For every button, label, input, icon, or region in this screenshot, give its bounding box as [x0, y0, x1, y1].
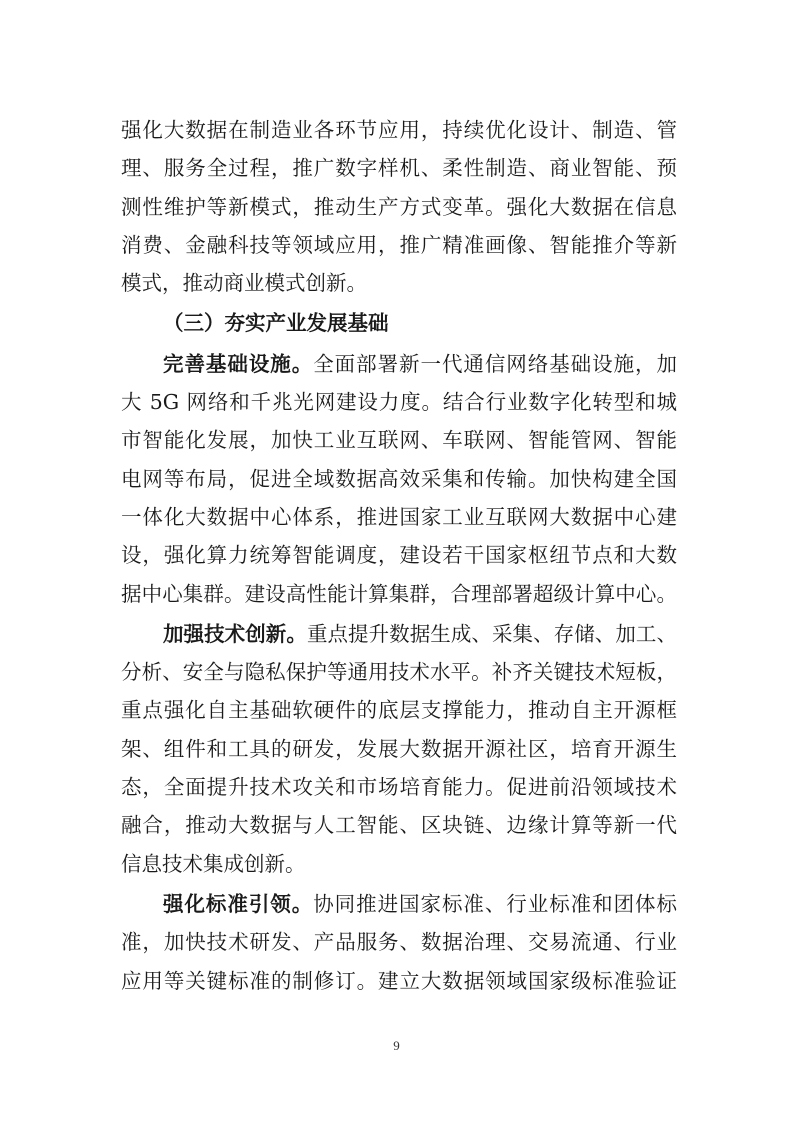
- text-line: 市智能化发展，加快工业互联网、车联网、智能管网、智能: [121, 428, 677, 453]
- text-line: 一体化大数据中心体系，推进国家工业互联网大数据中心建: [121, 504, 677, 529]
- line-text: 全面部署新一代通信网络基础设施，加: [313, 351, 678, 376]
- text-line: 设，强化算力统筹智能调度，建设若干国家枢纽节点和大数: [121, 543, 677, 568]
- text-line: 分析、安全与隐私保护等通用技术水平。补齐关键技术短板，: [121, 660, 677, 685]
- paragraph-tech-innovation: [121, 615, 677, 883]
- text-line: 重点强化自主基础软硬件的底层支撑能力，推动自主开源框: [121, 698, 677, 723]
- text-line: 融合，推动大数据与人工智能、区块链、边缘计算等新一代: [121, 813, 677, 838]
- paragraph-big-data-manufacturing: [121, 111, 677, 302]
- section-heading: （三）夯实产业发展基础: [163, 311, 389, 336]
- paragraph-lead: 强化标准引领。: [163, 891, 314, 916]
- paragraph-standards: [121, 885, 677, 1000]
- paragraph-infrastructure: [121, 345, 677, 613]
- text-line: [121, 345, 677, 383]
- text-line: [121, 615, 677, 653]
- text-line: 测性维护等新模式，推动生产方式变革。强化大数据在信息: [121, 194, 677, 219]
- text-line: 大 5G 网络和千兆光网建设力度。结合行业数字化转型和城: [121, 390, 677, 415]
- line-text: 协同推进国家标准、行业标准和团体标: [313, 891, 678, 916]
- document-body: [121, 111, 677, 1000]
- text-line: 电网等布局，促进全域数据高效采集和传输。加快构建全国: [121, 466, 677, 491]
- text-line: 应用等关键标准的制修订。建立大数据领域国家级标准验证: [121, 968, 677, 993]
- line-text: 重点提升数据生成、采集、存储、加工、: [306, 621, 677, 646]
- text-line: 据中心集群。建设高性能计算集群，合理部署超级计算中心。: [121, 581, 677, 606]
- paragraph-lead: 加强技术创新。: [163, 621, 307, 646]
- text-line: 架、组件和工具的研发，发展大数据开源社区，培育开源生: [121, 736, 677, 761]
- text-line: 准，加快技术研发、产品服务、数据治理、交易流通、行业: [121, 930, 677, 955]
- text-line: 信息技术集成创新。: [121, 851, 306, 876]
- paragraph-lead: 完善基础设施。: [163, 351, 314, 376]
- text-line: 强化大数据在制造业各环节应用，持续优化设计、制造、管: [121, 118, 677, 142]
- text-line: 消费、金融科技等领域应用，推广精准画像、智能推介等新: [121, 232, 677, 257]
- text-line: 理、服务全过程，推广数字样机、柔性制造、商业智能、预: [121, 156, 677, 181]
- text-line: [121, 885, 677, 923]
- page-number: 9: [393, 1038, 400, 1053]
- text-line: 模式，推动商业模式创新。: [121, 271, 367, 296]
- text-line: 态，全面提升技术攻关和市场培育能力。促进前沿领域技术: [121, 775, 677, 800]
